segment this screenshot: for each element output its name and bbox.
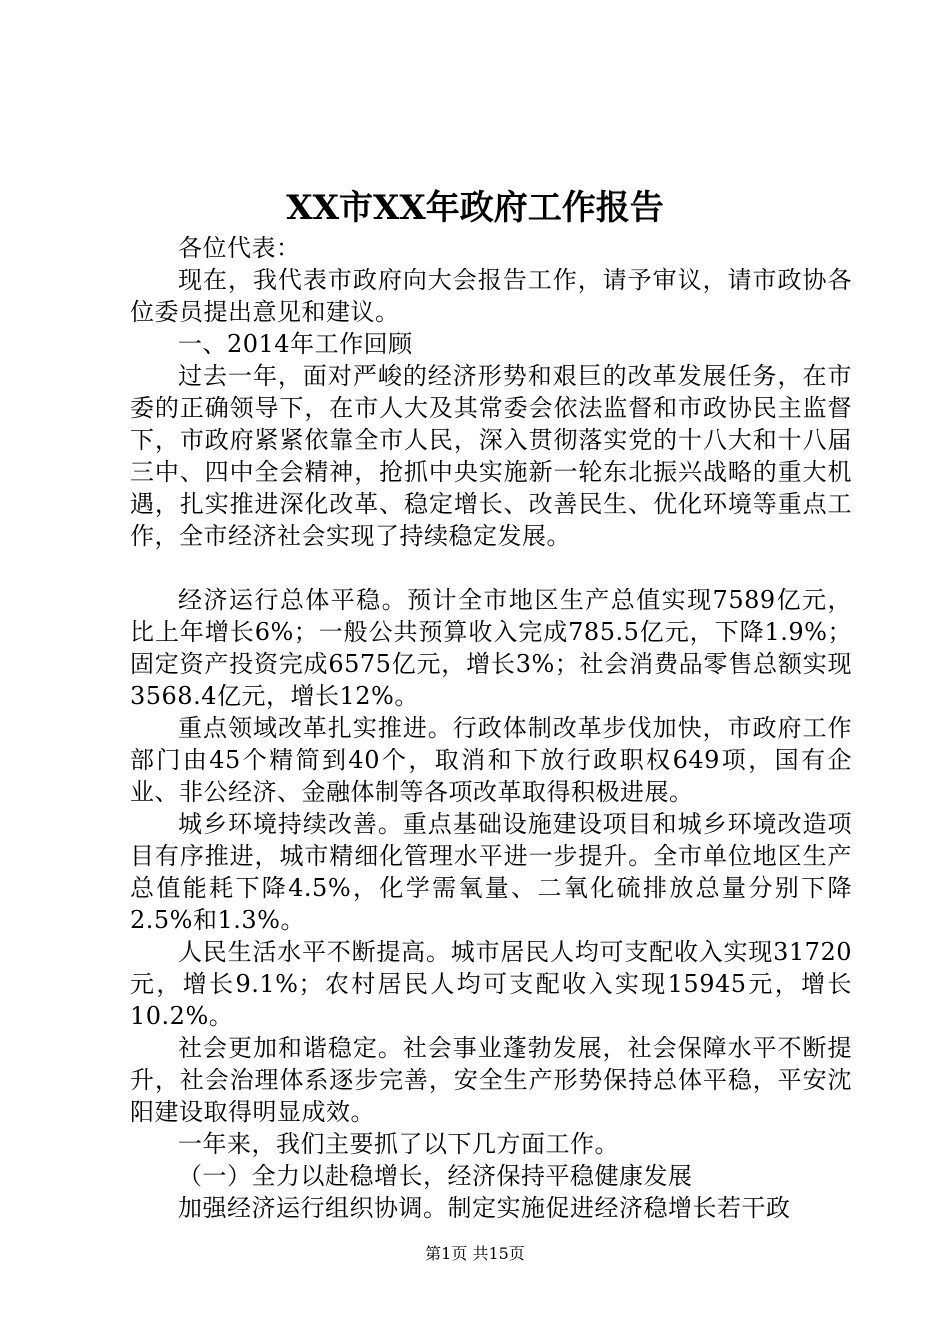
paragraph-intro: 现在，我代表市政府向大会报告工作，请予审议，请市政协各位委员提出意见和建议。 [130,266,852,326]
document-title: XX市XX年政府工作报告 [286,188,664,228]
paragraph-economy: 经济运行总体平稳。预计全市地区生产总值实现7589亿元，比上年增长6%；一般公共预算收入完成785.5亿元，下降1.9%；固定资产投资完成6575亿元，增长3%；社会消费品零售总额实现3568.4亿元，增长12%。 [130,586,852,710]
section-heading-review: 一、2014年工作回顾 [178,330,413,358]
paragraph-society: 社会更加和谐稳定。社会事业蓬勃发展，社会保障水平不断提升，社会治理体系逐步完善，安全生产形势保持总体平稳，平安沈阳建设取得明显成效。 [130,1034,852,1126]
paragraph-environment: 城乡环境持续改善。重点基础设施建设项目和城乡环境改造项目有序推进，城市精细化管理水平进一步提升。全市单位地区生产总值能耗下降4.5%，化学需氧量、二氧化硫排放总量分别下降2.5%和1.3%。 [130,810,852,934]
paragraph-salutation: 各位代表： [178,234,301,262]
subsection-heading-growth: （一）全力以赴稳增长，经济保持平稳健康发展 [178,1162,693,1190]
document-body [130,232,852,1224]
paragraph-reform: 重点领域改革扎实推进。行政体制改革步伐加快，市政府工作部门由45个精简到40个，取消和下放行政职权649项，国有企业、非公经济、金融体制等各项改革取得积极进展。 [130,714,852,806]
page-number-footer: 第1页 共15页 [425,1244,525,1263]
paragraph-coordination: 加强经济运行组织协调。制定实施促进经济稳增长若干政 [178,1194,791,1222]
paragraph-livelihood: 人民生活水平不断提高。城市居民人均可支配收入实现31720元，增长9.1%；农村居民人均可支配收入实现15945元，增长10.2%。 [130,938,852,1030]
paragraph-overview: 过去一年，面对严峻的经济形势和艰巨的改革发展任务，在市委的正确领导下，在市人大及其常委会依法监督和市政协民主监督下，市政府紧紧依靠全市人民，深入贯彻落实党的十八大和十八届三中、四中全会精神，抢抓中央实施新一轮东北振兴战略的重大机遇，扎实推进深化改革、稳定增长、改善民生、优化环境等重点工作，全市经济社会实现了持续稳定发展。 [130,362,852,550]
paragraph-summary: 一年来，我们主要抓了以下几方面工作。 [178,1130,619,1158]
